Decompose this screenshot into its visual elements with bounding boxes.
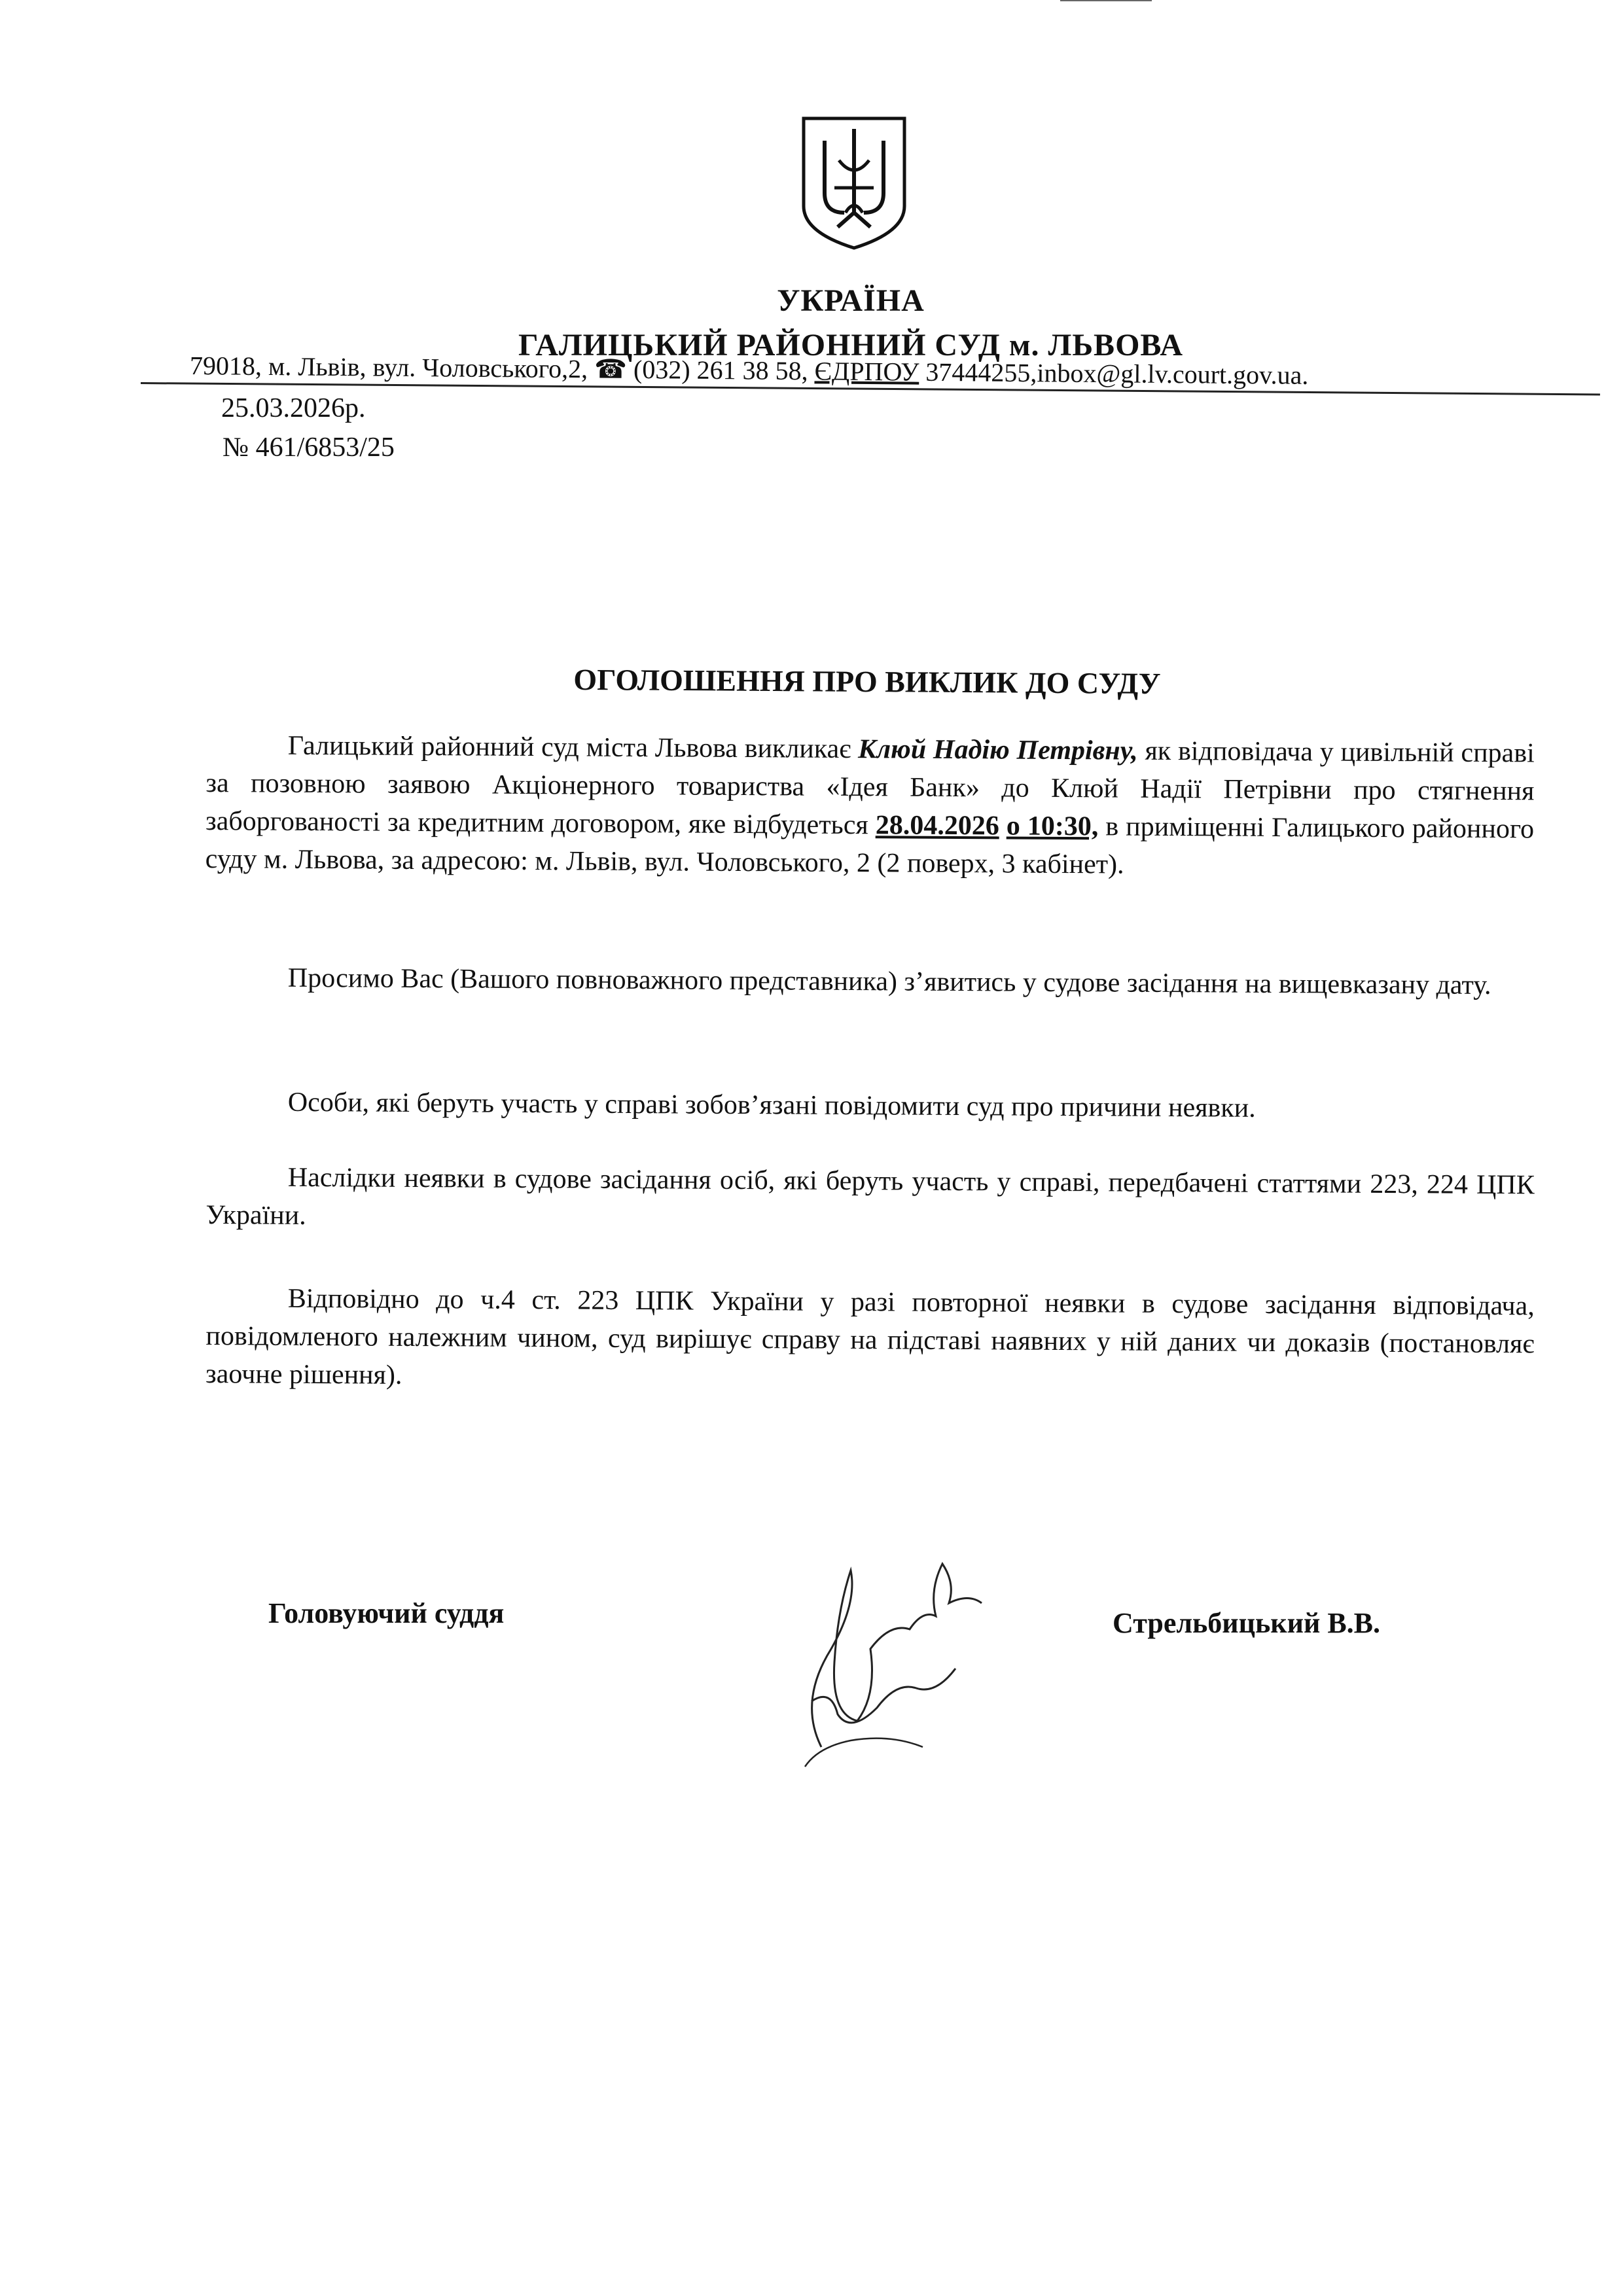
- defendant-name: Клюй Надію Петрівну,: [857, 734, 1138, 766]
- judge-role: Головуючий суддя: [268, 1597, 505, 1629]
- court-phone: (032) 261 38 58,: [633, 354, 808, 386]
- case-number: № 461/6853/25: [223, 433, 395, 463]
- summons-text-2: як відповідача у цивільній справі за позовною заявою Акціонерного товариства «Ідея Банк» до Клюй Надії Петрівни про стягнення заборгованості за кредитним договором, яке відбудеться: [205, 735, 1535, 841]
- country-heading: УКРАЇНА: [777, 283, 925, 318]
- repeat-absence-paragraph: Відповідно до ч.4 ст. 223 ЦПК України у разі повторної неявки в судове засідання відповідача, повідомленого належним чином, суд вирішує справу на підставі наявних у ній даних чи доказів (постановляє заочне рішення).: [205, 1283, 1535, 1390]
- document-date: 25.03.2026р.: [221, 393, 366, 423]
- scan-mark: [1060, 0, 1152, 1]
- document-title: ОГОЛОШЕННЯ ПРО ВИКЛИК ДО СУДУ: [573, 662, 1161, 701]
- hearing-date: 28.04.2026: [875, 810, 999, 841]
- request-paragraph: Просимо Вас (Вашого повноважного представника) з’явитись у судове засідання на вищевказану дату.: [287, 963, 1491, 1000]
- court-address: 79018, м. Львів, вул. Чоловського,2,: [189, 351, 588, 384]
- court-heading: ГАЛИЦЬКИЙ РАЙОННИЙ СУД м. ЛЬВОВА: [518, 328, 1184, 362]
- court-edrpou-email: 37444255,inbox@gl.lv.court.gov.ua.: [925, 357, 1309, 390]
- summons-space: [999, 811, 1007, 841]
- coat-of-arms-icon: [798, 115, 910, 252]
- summons-paragraph: [205, 726, 1535, 886]
- handwritten-signature: [759, 1531, 1008, 1780]
- consequences-paragraph: Наслідки неявки в судове засідання осіб, які беруть участь у справі, передбачені статтями 223, 224 ЦПК України.: [205, 1162, 1535, 1231]
- telephone-icon: ☎: [594, 354, 628, 384]
- edrpou-label: ЄДРПОУ: [814, 356, 919, 387]
- obligation-paragraph: Особи, які беруть участь у справі зобов’язані повідомити суд про причини неявки.: [287, 1087, 1256, 1123]
- judge-name: Стрельбицький В.В.: [1113, 1607, 1381, 1639]
- summons-text-1: Галицький районний суд міста Львова викликає: [287, 730, 859, 765]
- hearing-time: о 10:30,: [1006, 811, 1099, 842]
- summons-text-3: в приміщенні Галицького районного суду м. Львова, за адресою: м. Львів, вул. Чоловського, 2 (2 поверх, 3 кабінет).: [205, 811, 1535, 880]
